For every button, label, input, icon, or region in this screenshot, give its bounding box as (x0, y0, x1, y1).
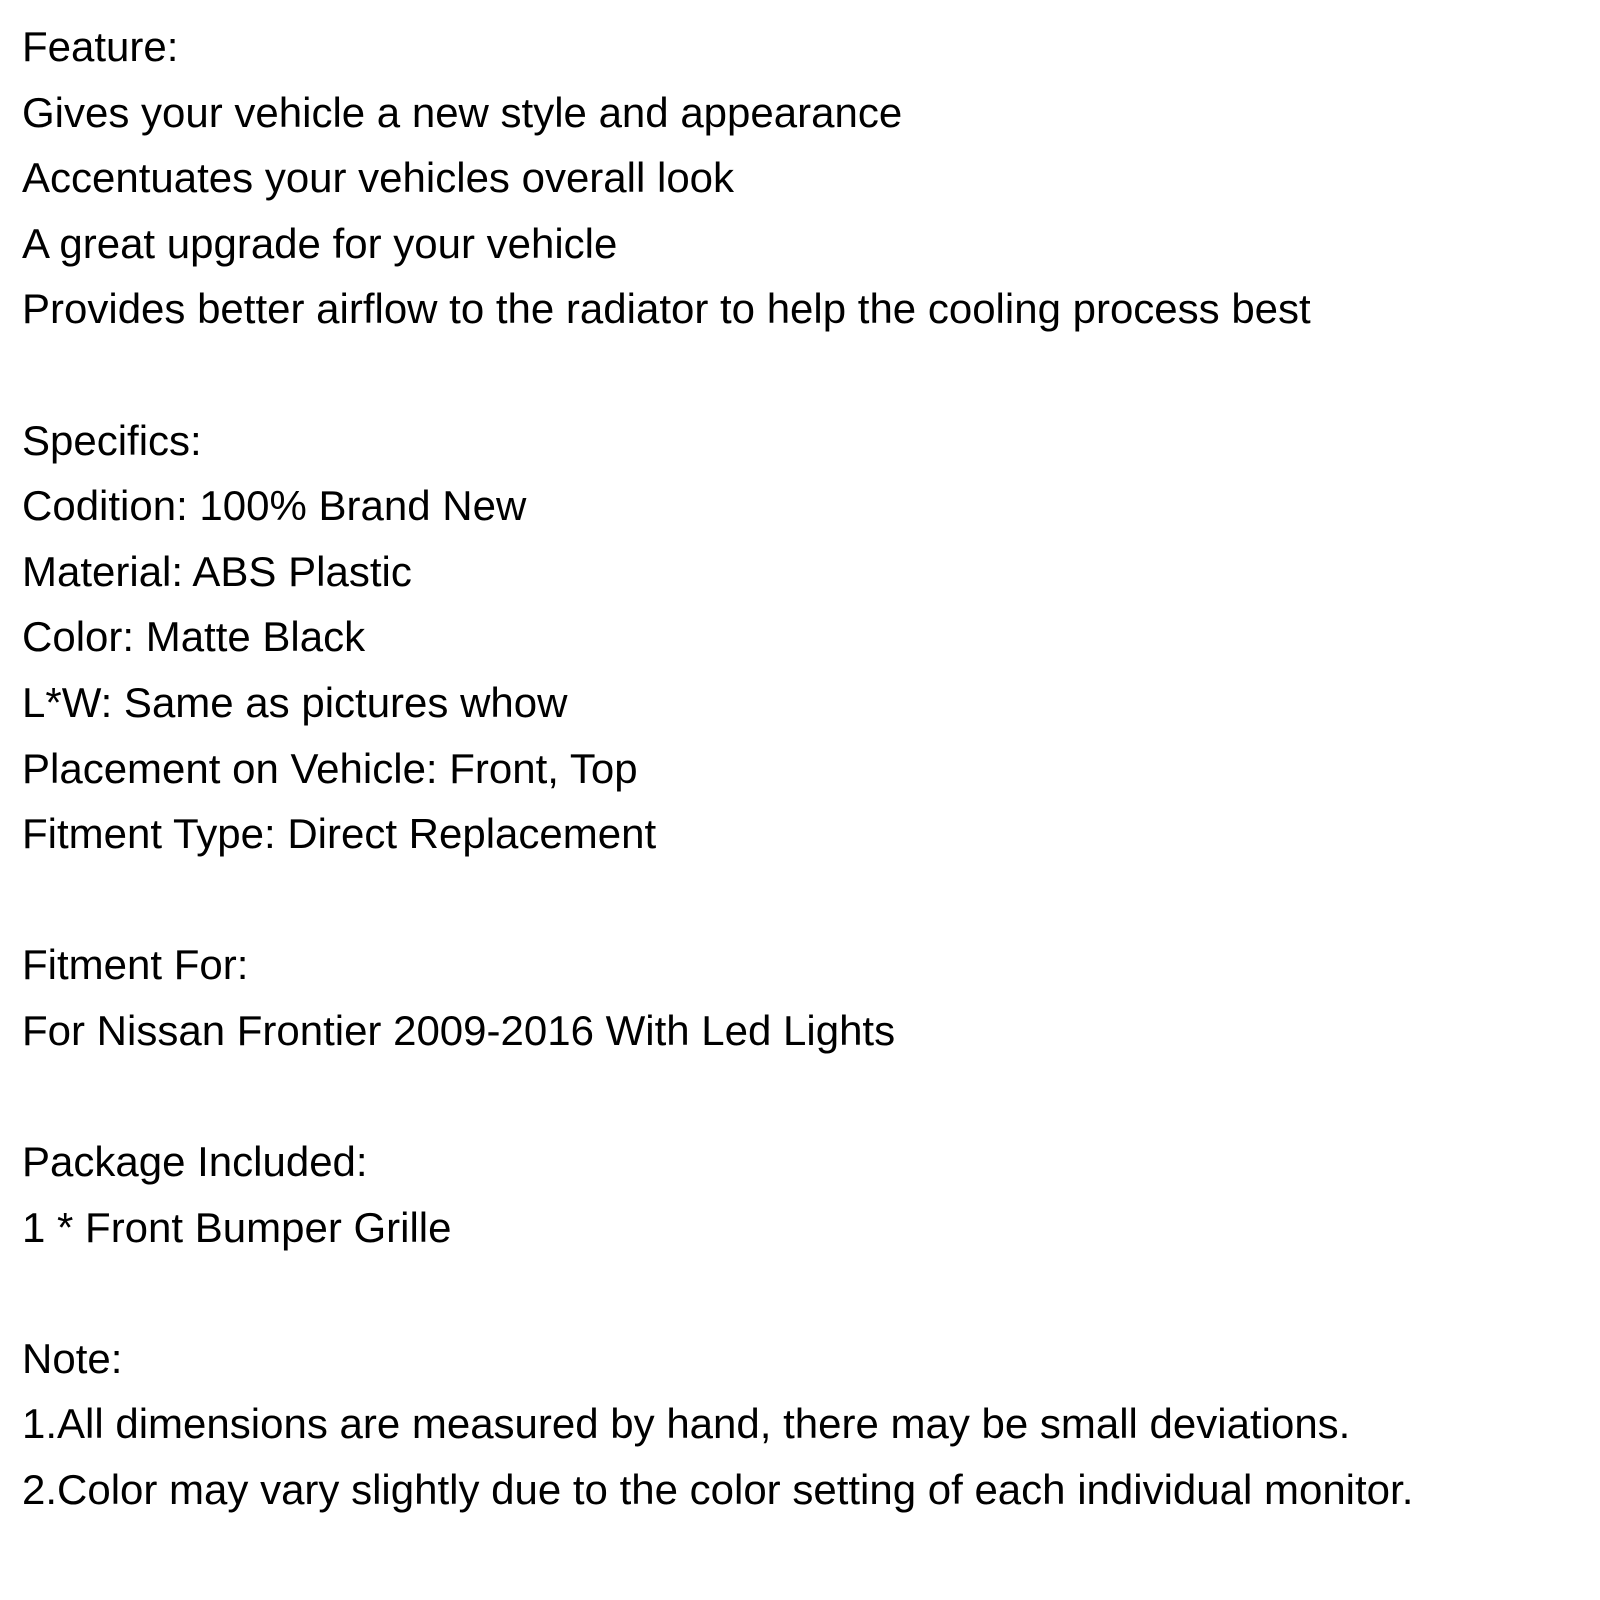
note-item: 2.Color may vary slightly due to the color setting of each individual monitor. (22, 1466, 1414, 1514)
note-item: 1.All dimensions are measured by hand, there may be small deviations. (22, 1400, 1351, 1448)
feature-section (22, 14, 1592, 342)
spec-item: Material: ABS Plastic (22, 547, 412, 595)
section-spacer (22, 342, 1592, 408)
spec-item: L*W: Same as pictures whow (22, 678, 568, 726)
spec-item: Placement on Vehicle: Front, Top (22, 744, 638, 792)
fitment-item: For Nissan Frontier 2009-2016 With Led Lights (22, 1006, 896, 1054)
section-spacer (22, 867, 1592, 933)
fitment-section (22, 932, 1592, 1063)
section-heading-fitment: Fitment For: (22, 941, 249, 989)
section-heading-specifics: Specifics: (22, 416, 202, 464)
product-description (22, 14, 1592, 1523)
feature-item: A great upgrade for your vehicle (22, 219, 618, 267)
spec-item: Codition: 100% Brand New (22, 482, 527, 530)
spec-item: Color: Matte Black (22, 613, 366, 661)
section-heading-feature: Feature: (22, 23, 179, 70)
section-heading-package: Package Included: (22, 1138, 368, 1186)
feature-item: Accentuates your vehicles overall look (22, 154, 735, 202)
note-section (22, 1326, 1592, 1523)
feature-item: Provides better airflow to the radiator to help the cooling process best (22, 285, 1311, 333)
section-heading-note: Note: (22, 1334, 123, 1382)
specifics-section (22, 408, 1592, 867)
spec-item: Fitment Type: Direct Replacement (22, 810, 657, 858)
package-item: 1 * Front Bumper Grille (22, 1203, 452, 1251)
section-spacer (22, 1064, 1592, 1130)
feature-item: Gives your vehicle a new style and appearance (22, 88, 903, 136)
section-spacer (22, 1260, 1592, 1326)
package-section (22, 1129, 1592, 1260)
